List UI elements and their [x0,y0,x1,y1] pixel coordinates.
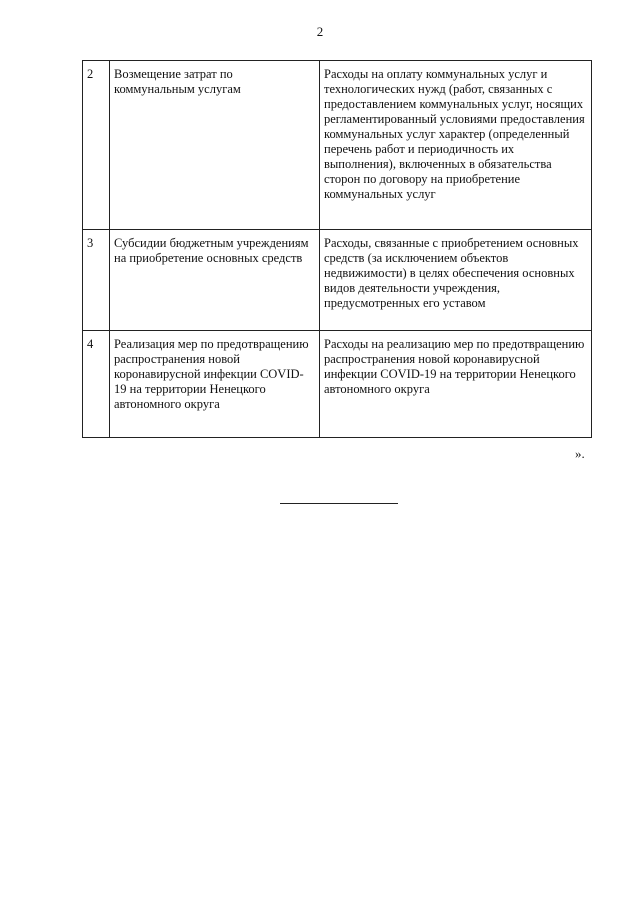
row-number-cell: 4 [83,331,110,438]
end-of-document-divider [280,503,398,504]
expense-name-cell: Возмещение затрат по коммунальным услугам [110,61,320,230]
table-row [83,230,592,331]
row-number-cell: 2 [83,61,110,230]
expense-name-cell: Реализация мер по предотвращению распространения новой коронавирусной инфекции COVID-19 на территории Ненецкого автономного округа [110,331,320,438]
row-number-cell: 3 [83,230,110,331]
expense-description-cell: Расходы, связанные с приобретением основных средств (за исключением объектов недвижимости) в целях обеспечения основных видов деятельности учреждения, предусмотренных его уставом [320,230,592,331]
expense-description-cell: Расходы на реализацию мер по предотвращению распространения новой коронавирусной инфекции COVID-19 на территории Ненецкого автономного округа [320,331,592,438]
expense-table [82,60,592,438]
closing-quote: ». [575,446,585,461]
table-row [83,331,592,438]
table-row [83,61,592,230]
expense-description-cell: Расходы на оплату коммунальных услуг и технологических нужд (работ, связанных с предоставлением коммунальных услуг, носящих регламентированный условиями предоставления коммунальных услуг характер (определенный перечень работ и периодичность их выполнения), включенных в обязательства сторон по договору на приобретение коммунальных услуг [320,61,592,230]
page-number: 2 [316,24,324,39]
expense-name-cell: Субсидии бюджетным учреждениям на приобретение основных средств [110,230,320,331]
